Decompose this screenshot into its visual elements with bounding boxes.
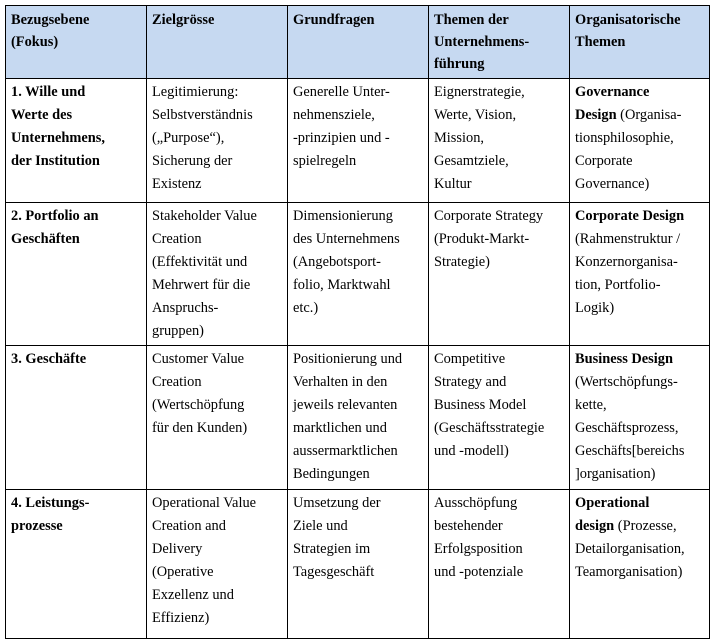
header-text-line: Grundfragen <box>293 12 375 28</box>
cell-line: Positionierung und <box>293 351 403 367</box>
header-organisatorische-themen <box>570 6 710 79</box>
cell-line: Geschäfts[bereichs <box>575 443 685 459</box>
cell-line: (Wertschöpfung <box>152 397 245 413</box>
cell-line: Ziele und <box>293 518 348 534</box>
cell-line: Unternehmens, <box>11 130 105 146</box>
org-topics-cell <box>570 79 710 203</box>
cell-line: Konzernorganisa- <box>575 254 678 270</box>
cell-line: (Angebotsport- <box>293 254 381 270</box>
header-bezugsebene <box>6 6 147 79</box>
cell-line: Customer Value <box>152 351 245 367</box>
topics-cell <box>429 79 570 203</box>
topics-cell <box>429 490 570 639</box>
cell-line: Effizienz) <box>152 610 210 626</box>
cell-line: 3. Geschäfte <box>11 351 87 367</box>
cell-line: Mehrwert für die <box>152 277 251 293</box>
cell-line: -prinzipien und - <box>293 130 390 146</box>
org-design-detail: (Prozesse, <box>614 518 677 534</box>
cell-line: 4. Leistungs- <box>11 495 90 511</box>
header-text-line: Themen der <box>434 12 509 28</box>
table-row <box>6 203 710 346</box>
cell-line: Erfolgsposition <box>434 541 523 557</box>
header-text-line: Unternehmens- <box>434 34 530 50</box>
goal-cell <box>147 346 288 490</box>
questions-cell <box>288 346 429 490</box>
cell-line: Kultur <box>434 176 472 192</box>
cell-line: folio, Marktwahl <box>293 277 391 293</box>
topics-cell <box>429 203 570 346</box>
cell-line: Strategy and <box>434 374 507 390</box>
cell-line: Umsetzung der <box>293 495 381 511</box>
goal-cell <box>147 203 288 346</box>
cell-line: Existenz <box>152 176 202 192</box>
cell-line: Generelle Unter- <box>293 84 390 100</box>
cell-line: (Rahmenstruktur / <box>575 231 681 247</box>
table-row <box>6 79 710 203</box>
cell-line: jeweils relevanten <box>293 397 398 413</box>
header-zielgroesse <box>147 6 288 79</box>
org-design-title: Governance <box>575 84 650 100</box>
cell-line: Mission, <box>434 130 484 146</box>
header-text-line: führung <box>434 56 485 72</box>
cell-line: Dimensionierung <box>293 208 393 224</box>
org-topics-cell <box>570 203 710 346</box>
cell-line: Corporate Strategy <box>434 208 544 224</box>
cell-line: (Operative <box>152 564 214 580</box>
cell-line: Anspruchs- <box>152 300 219 316</box>
topics-cell <box>429 346 570 490</box>
cell-line: (Wertschöpfungs- <box>575 374 678 390</box>
level-cell <box>6 490 147 639</box>
cell-line: Delivery <box>152 541 203 557</box>
cell-line: der Institution <box>11 153 100 169</box>
table-row <box>6 346 710 490</box>
cell-line: Competitive <box>434 351 506 367</box>
cell-line: spielregeln <box>293 153 357 169</box>
cell-line: (Effektivität und <box>152 254 248 270</box>
cell-line: Werte des <box>11 107 73 123</box>
header-text-line: Themen <box>575 34 626 50</box>
org-design-title: Business Design <box>575 351 673 367</box>
header-text-line: Organisatorische <box>575 12 681 28</box>
cell-line: für den Kunden) <box>152 420 248 436</box>
cell-line: Legitimierung: <box>152 84 239 100</box>
cell-line: (Produkt-Markt- <box>434 231 530 247</box>
cell-line: Sicherung der <box>152 153 233 169</box>
level-cell <box>6 346 147 490</box>
cell-line: Geschäften <box>11 231 80 247</box>
cell-line: Detailorganisation, <box>575 541 685 557</box>
cell-line: (Geschäftsstrategie <box>434 420 545 436</box>
cell-line: tionsphilosophie, <box>575 130 674 146</box>
cell-line: Selbstverständnis <box>152 107 253 123</box>
cell-line: gruppen) <box>152 323 204 339</box>
cell-line: 1. Wille und <box>11 84 86 100</box>
cell-line <box>575 348 704 371</box>
cell-line <box>575 104 704 127</box>
cell-line: Governance) <box>575 176 650 192</box>
cell-line: nehmensziele, <box>293 107 375 123</box>
cell-line: aussermarktlichen <box>293 443 398 459</box>
cell-line: prozesse <box>11 518 63 534</box>
org-topics-cell <box>570 346 710 490</box>
cell-line <box>575 81 704 104</box>
cell-line: Logik) <box>575 300 615 316</box>
level-cell <box>6 203 147 346</box>
header-themen <box>429 6 570 79</box>
header-row <box>6 6 710 79</box>
cell-line: und -modell) <box>434 443 509 459</box>
table-row <box>6 490 710 639</box>
level-cell <box>6 79 147 203</box>
cell-line: etc.) <box>293 300 319 316</box>
questions-cell <box>288 203 429 346</box>
cell-line: („Purpose“), <box>152 130 225 146</box>
header-grundfragen <box>288 6 429 79</box>
cell-line: Creation <box>152 374 202 390</box>
cell-line: ]organisation) <box>575 466 656 482</box>
cell-line <box>575 205 704 228</box>
cell-line: Strategien im <box>293 541 371 557</box>
header-text-line: Bezugsebene <box>11 12 90 28</box>
cell-line: Bedingungen <box>293 466 370 482</box>
cell-line <box>575 515 704 538</box>
cell-line: Business Model <box>434 397 527 413</box>
cell-line: des Unternehmens <box>293 231 400 247</box>
cell-line: Exzellenz und <box>152 587 234 603</box>
cell-line: marktlichen und <box>293 420 387 436</box>
org-design-title: design <box>575 518 615 534</box>
org-design-title: Corporate Design <box>575 208 685 224</box>
cell-line: Tagesgeschäft <box>293 564 375 580</box>
cell-line: Creation and <box>152 518 226 534</box>
cell-line: Werte, Vision, <box>434 107 517 123</box>
header-text-line: Zielgrösse <box>152 12 215 28</box>
org-design-title: Design <box>575 107 617 123</box>
goal-cell <box>147 490 288 639</box>
cell-line: Creation <box>152 231 202 247</box>
cell-line: Corporate <box>575 153 633 169</box>
cell-line: Verhalten in den <box>293 374 388 390</box>
cell-line: Gesamtziele, <box>434 153 509 169</box>
cell-line: kette, <box>575 397 607 413</box>
header-text-line: (Fokus) <box>11 34 59 50</box>
cell-line: Ausschöpfung <box>434 495 518 511</box>
cell-line: Teamorganisation) <box>575 564 683 580</box>
goal-cell <box>147 79 288 203</box>
questions-cell <box>288 490 429 639</box>
org-design-title: Operational <box>575 495 650 511</box>
org-design-detail: (Organisa- <box>616 107 682 123</box>
cell-line: 2. Portfolio an <box>11 208 99 224</box>
management-framework-table <box>5 5 710 639</box>
cell-line: tion, Portfolio- <box>575 277 661 293</box>
cell-line: Operational Value <box>152 495 257 511</box>
questions-cell <box>288 79 429 203</box>
cell-line: Eignerstrategie, <box>434 84 525 100</box>
cell-line: Stakeholder Value <box>152 208 257 224</box>
cell-line <box>575 492 704 515</box>
cell-line: Geschäftsprozess, <box>575 420 679 436</box>
org-topics-cell <box>570 490 710 639</box>
cell-line: bestehender <box>434 518 503 534</box>
cell-line: und -potenziale <box>434 564 524 580</box>
cell-line: Strategie) <box>434 254 490 270</box>
